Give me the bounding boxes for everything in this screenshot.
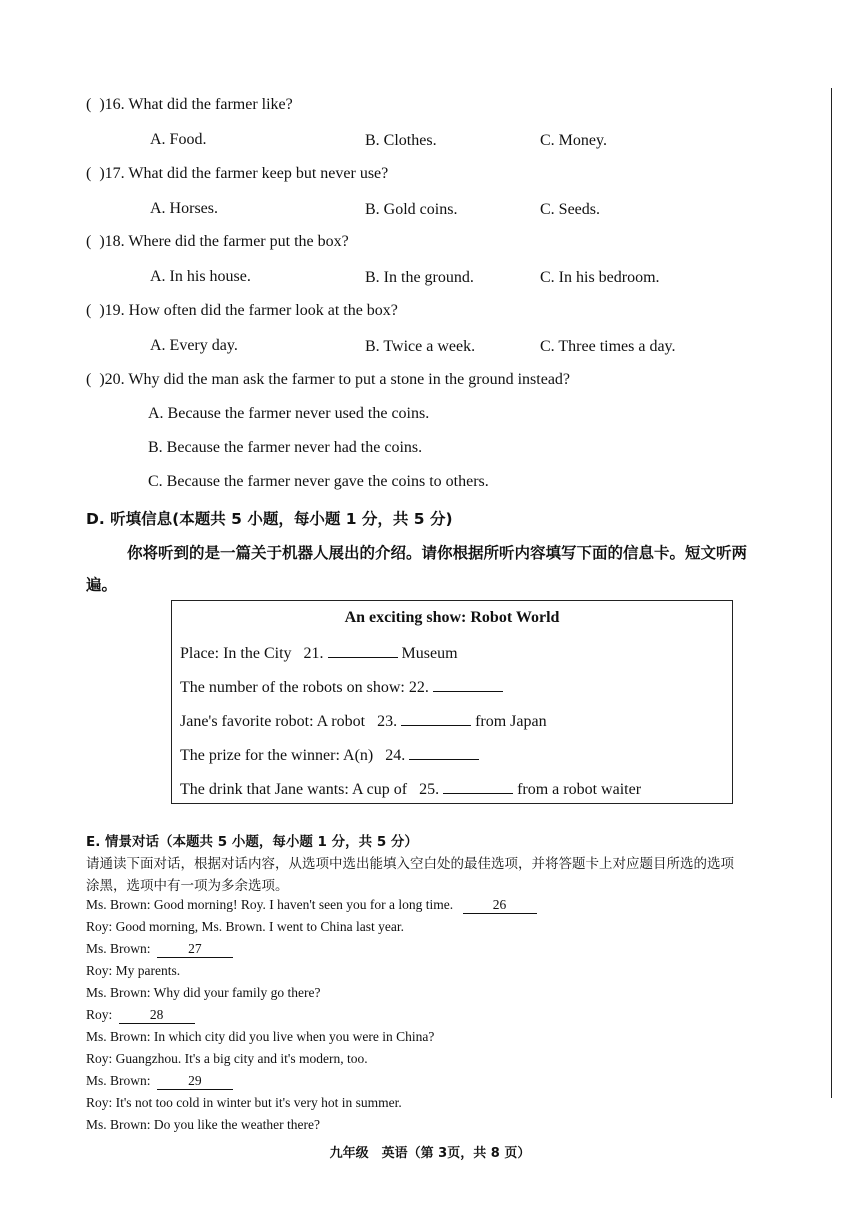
info-card-row-23-after: from Japan xyxy=(475,713,547,730)
dialogue-line-2: Roy: Good morning, Ms. Brown. I went to China last year. xyxy=(86,919,404,934)
dialogue-blank-27[interactable]: 27 xyxy=(157,941,233,958)
question-16-option-c: C. Money. xyxy=(540,132,607,149)
dialogue-line-6-text: Roy: xyxy=(86,1007,113,1022)
info-card-row-25-after: from a robot waiter xyxy=(517,781,642,798)
dialogue-blank-28[interactable]: 28 xyxy=(119,1007,195,1024)
question-19-option-c: C. Three times a day. xyxy=(540,338,676,355)
blank-25[interactable] xyxy=(443,779,513,794)
dialogue-line-9 xyxy=(86,1073,233,1090)
dialogue-line-3-text: Ms. Brown: xyxy=(86,941,151,956)
question-16-option-a: A. Food. xyxy=(150,131,207,148)
dialogue-line-11: Ms. Brown: Do you like the weather there? xyxy=(86,1117,320,1132)
question-20-stem: ( )20. Why did the man ask the farmer to put a stone in the ground instead? xyxy=(86,371,571,388)
question-17-option-b: B. Gold coins. xyxy=(365,201,458,218)
question-19-stem: ( )19. How often did the farmer look at the box? xyxy=(86,302,398,319)
info-card-row-23 xyxy=(180,711,547,731)
question-18-option-c: C. In his bedroom. xyxy=(540,269,660,286)
info-card-row-21-after: Museum xyxy=(401,645,458,662)
dialogue-line-3 xyxy=(86,941,233,958)
question-18-option-a: A. In his house. xyxy=(150,268,251,285)
blank-23[interactable] xyxy=(401,711,471,726)
question-20-option-c: C. Because the farmer never gave the coins to others. xyxy=(148,473,489,490)
dialogue-line-8: Roy: Guangzhou. It's a big city and it's modern, too. xyxy=(86,1051,368,1066)
question-19-option-b: B. Twice a week. xyxy=(365,338,476,355)
section-d-heading: D. 听填信息(本题共 5 小题，每小题 1 分，共 5 分) xyxy=(86,510,453,528)
section-e-heading: E. 情景对话（本题共 5 小题，每小题 1 分，共 5 分） xyxy=(86,834,418,850)
section-d-instruction-line2: 遍。 xyxy=(86,576,118,594)
dialogue-line-1-text: Ms. Brown: Good morning! Roy. I haven't seen you for a long time. xyxy=(86,897,454,912)
dialogue-line-9-text: Ms. Brown: xyxy=(86,1073,151,1088)
question-17-option-a: A. Horses. xyxy=(150,200,218,217)
info-card-row-24-label: The prize for the winner: A(n) 24. xyxy=(180,747,406,764)
dialogue-line-6 xyxy=(86,1007,195,1024)
info-card-row-25 xyxy=(180,779,641,799)
page-margin-rule xyxy=(831,88,832,1098)
question-18-option-b: B. In the ground. xyxy=(365,269,474,286)
section-e-instruction-line1: 请通读下面对话，根据对话内容，从选项中选出能填入空白处的最佳选项，并将答题卡上对应题目所选的选项 xyxy=(86,856,734,872)
info-card-row-22 xyxy=(180,677,503,697)
page-footer: 九年级 英语（第 3页，共 8 页） xyxy=(329,1146,531,1161)
info-card-row-23-label: Jane's favorite robot: A robot 23. xyxy=(180,713,398,730)
question-19-option-a: A. Every day. xyxy=(150,337,238,354)
question-17-option-c: C. Seeds. xyxy=(540,201,600,218)
blank-22[interactable] xyxy=(433,677,503,692)
section-e-instruction-line2: 涂黑，选项中有一项为多余选项。 xyxy=(86,878,289,894)
question-17-stem: ( )17. What did the farmer keep but never use? xyxy=(86,165,389,182)
question-20-option-b: B. Because the farmer never had the coins. xyxy=(148,439,423,456)
blank-24[interactable] xyxy=(409,745,479,760)
info-card-title: An exciting show: Robot World xyxy=(344,609,560,626)
info-card-row-25-label: The drink that Jane wants: A cup of 25. xyxy=(180,781,440,798)
dialogue-line-4: Roy: My parents. xyxy=(86,963,181,978)
question-16-stem: ( )16. What did the farmer like? xyxy=(86,96,293,113)
info-card-row-21 xyxy=(180,643,458,663)
info-card-row-22-label: The number of the robots on show: 22. xyxy=(180,679,429,696)
dialogue-line-1 xyxy=(86,897,537,914)
robot-show-info-card xyxy=(171,600,733,804)
section-d-instruction-line1: 你将听到的是一篇关于机器人展出的介绍。请你根据所听内容填写下面的信息卡。短文听两 xyxy=(127,544,748,562)
question-20-option-a: A. Because the farmer never used the coins. xyxy=(148,405,430,422)
question-16-option-b: B. Clothes. xyxy=(365,132,437,149)
dialogue-line-5: Ms. Brown: Why did your family go there? xyxy=(86,985,321,1000)
blank-21[interactable] xyxy=(328,643,398,658)
info-card-row-24 xyxy=(180,745,479,765)
dialogue-blank-26[interactable]: 26 xyxy=(463,897,537,914)
dialogue-blank-29[interactable]: 29 xyxy=(157,1073,233,1090)
info-card-row-21-label: Place: In the City 21. xyxy=(180,645,324,662)
question-18-stem: ( )18. Where did the farmer put the box? xyxy=(86,233,349,250)
dialogue-line-10: Roy: It's not too cold in winter but it's very hot in summer. xyxy=(86,1095,402,1110)
dialogue-line-7: Ms. Brown: In which city did you live when you were in China? xyxy=(86,1029,435,1044)
